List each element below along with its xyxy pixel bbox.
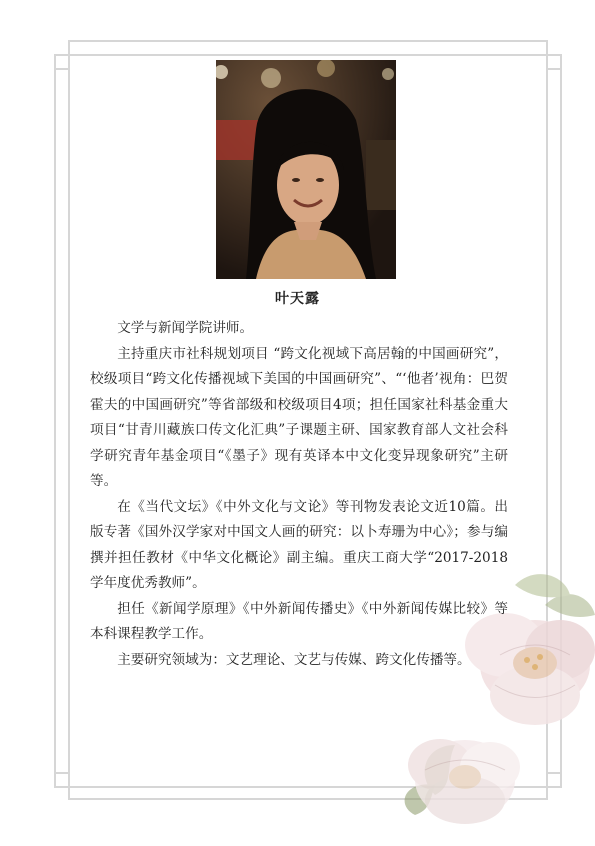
bio-paragraph-title: 文学与新闻学院讲师。 [117,320,254,336]
bio-paragraph-teaching: 担任《新闻学原理》《中外新闻传播史》《中外新闻传媒比较》等本科课程教学工作。 [90,600,508,642]
frame-corner [54,54,70,70]
bio-paragraph-projects: 主持重庆市社科规划项目 “跨文化视域下高居翰的中国画研究”，校级项目“跨文化传播视域下美国的中国画研究”、“‘他者’视角：巴贺霍夫的中国画研究”等省部级和校级项目4项；担任国家社科基金重大项目“甘青川藏族口传文化汇典”子课题主研、国家教育部人文社会科学研究青年基金项目“《墨子》现有英译本中文化变异现象研究”主研等。 [90,345,508,489]
bio-paragraph-research: 主要研究领域为：文艺理论、文艺与传媒、跨文化传播等。 [117,651,471,668]
frame-corner [54,772,70,788]
bio-paragraph-publications: 在《当代文坛》《中外文化与文论》等刊物发表论文近10篇。出版专著《国外汉学家对中国文人画的研究：以卜寿珊为中心》；参与编撰并担任教材《中华文化概论》副主编。重庆工商大学“2017-2018学年度优秀教师”。 [90,498,508,591]
person-name: 叶天露 [275,291,320,307]
biography [90,316,508,673]
portrait-photo [216,60,396,279]
frame-corner [546,54,562,70]
